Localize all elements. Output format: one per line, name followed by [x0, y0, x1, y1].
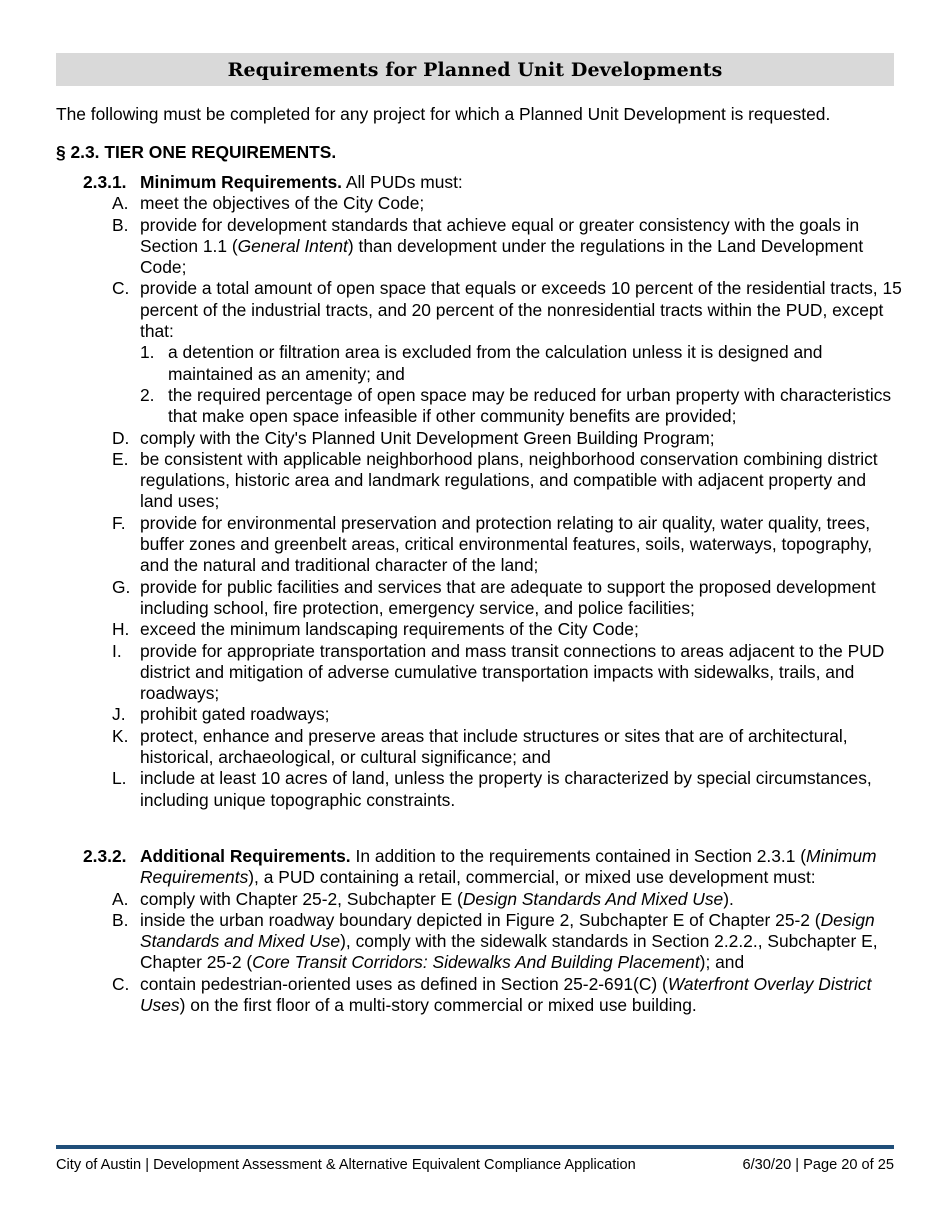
list-item-e: [56, 449, 902, 513]
subsection-lead: All PUDs must:: [345, 172, 463, 192]
subsection-title: Additional Requirements.: [140, 846, 351, 866]
item-text: comply with the City's Planned Unit Development Green Building Program;: [140, 427, 715, 448]
list-item-k: [56, 726, 902, 769]
item-text: comply with Chapter 25-2, Subchapter E (: [140, 888, 463, 909]
subitem-number: 2.: [140, 384, 155, 405]
item-letter: E.: [112, 448, 129, 469]
item-letter: B.: [112, 909, 129, 930]
subitem-text: the required percentage of open space may be reduced for urban property with characteristics that make open space infeasible if other community benefits are provided;: [168, 384, 892, 427]
subsection-title: Minimum Requirements.: [140, 172, 342, 192]
section-2-3-1: [56, 172, 902, 811]
item-text: exceed the minimum landscaping requirements of the City Code;: [140, 619, 639, 640]
item-letter: J.: [112, 704, 126, 725]
section-heading: § 2.3. TIER ONE REQUIREMENTS.: [56, 142, 337, 162]
item-letter: A.: [112, 888, 129, 909]
item-text: provide for environmental preservation and protection relating to air quality, water quality, trees, buffer zones and greenbelt areas, critical environmental features, soils, waterways, topography, and the natural and traditional character of the land;: [140, 512, 873, 576]
list-item-j: [56, 704, 902, 725]
item-text: provide a total amount of open space that equals or exceeds 10 percent of the residential tracts, 15 percent of the industrial tracts, and 20 percent of the nonresidential tracts within the PUD, except that:: [140, 278, 902, 342]
item-letter: D.: [112, 427, 130, 448]
item-text: meet the objectives of the City Code;: [140, 193, 425, 214]
subsection-lead: ), a PUD containing a retail, commercial, or mixed use development must:: [248, 867, 816, 888]
item-letter: C.: [112, 973, 130, 994]
item-letter: I.: [112, 640, 122, 661]
item-italic-reference: Design Standards And Mixed Use: [462, 888, 724, 909]
list-subitem-2: [56, 385, 902, 428]
item-text: inside the urban roadway boundary depicted in Figure 2, Subchapter E of Chapter 25-2 (: [140, 909, 821, 930]
item-letter: H.: [112, 619, 130, 640]
subsection-italic-reference: Minimum Requirements: [140, 846, 877, 888]
item-text: prohibit gated roadways;: [140, 704, 330, 725]
subsection-lead: In addition to the requirements contained in Section 2.3.1 (: [355, 846, 807, 866]
item-letter: C.: [112, 278, 130, 299]
subsection-number: 2.3.1.: [83, 172, 127, 192]
item-text: be consistent with applicable neighborhood plans, neighborhood conservation combining district regulations, historic area and landmark regulations, and compatible with adjacent property and land uses;: [140, 448, 878, 512]
list-item-l: [56, 768, 902, 811]
item-letter: K.: [112, 725, 129, 746]
item-text: provide for development standards that achieve equal or greater consistency with the goals in Section 1.1 (: [140, 214, 860, 256]
item-text: ) than development under the regulations in the Land Development Code;: [140, 235, 864, 278]
list-item-b: [56, 215, 902, 279]
subsection-heading: [56, 172, 902, 193]
item-letter: B.: [112, 214, 129, 235]
item-text: provide for public facilities and services that are adequate to support the proposed development including school, fire protection, emergency service, and police facilities;: [140, 576, 876, 618]
list-subitem-1: [56, 342, 902, 385]
footer-divider: [56, 1145, 894, 1149]
item-letter: G.: [112, 576, 131, 597]
list-item-i: [56, 641, 902, 705]
footer-page-number: 6/30/20 | Page 20 of 25: [742, 1157, 894, 1173]
list-item-h: [56, 619, 902, 640]
section-2-3-2: [56, 846, 902, 1016]
list-item-a: [56, 193, 902, 214]
item-italic-reference: Core Transit Corridors: Sidewalks And Building Placement: [252, 952, 700, 973]
title-bar: [56, 53, 894, 86]
page-title: Requirements for Planned Unit Developments: [227, 58, 723, 81]
item-letter: F.: [112, 512, 126, 533]
item-text: protect, enhance and preserve areas that include structures or sites that are of architectural, historical, archaeological, or cultural significance; and: [140, 725, 848, 768]
item-text: ).: [723, 888, 734, 909]
item-text: ); and: [699, 952, 745, 973]
subitem-text: a detention or filtration area is excluded from the calculation unless it is designed and maintained as an amenity; and: [168, 342, 823, 384]
item-text: ) on the first floor of a multi-story commercial or mixed use building.: [179, 995, 697, 1016]
list-item-f: [56, 513, 902, 577]
list-item-a: [56, 889, 902, 910]
item-italic-reference: General Intent: [237, 235, 348, 256]
item-text: contain pedestrian-oriented uses as defined in Section 25-2-691(C) (: [140, 973, 668, 994]
item-text: include at least 10 acres of land, unless the property is characterized by special circumstances, including unique topographic constraints.: [140, 768, 872, 810]
list-item-g: [56, 577, 902, 620]
item-letter: A.: [112, 193, 129, 214]
subsection-number: 2.3.2.: [83, 846, 127, 866]
item-italic-reference: Design Standards and Mixed Use: [140, 909, 875, 952]
item-text: provide for appropriate transportation and mass transit connections to areas adjacent to the PUD district and mitigation of adverse cumulative transportation impacts with sidewalks, trails, and roadways;: [140, 640, 885, 704]
subsection-heading: [56, 846, 902, 889]
intro-paragraph: The following must be completed for any project for which a Planned Unit Development is requested.: [56, 104, 831, 124]
list-item-d: [56, 428, 902, 449]
item-italic-reference: Waterfront Overlay District Uses: [140, 973, 872, 1016]
list-item-c: [56, 278, 902, 342]
list-item-c: [56, 974, 902, 1017]
item-text: ), comply with the sidewalk standards in Section 2.2.2., Subchapter E, Chapter 25-2 (: [140, 931, 878, 973]
item-letter: L.: [112, 768, 127, 789]
list-item-b: [56, 910, 902, 974]
footer-document-title: City of Austin | Development Assessment & Alternative Equivalent Compliance Application: [56, 1157, 636, 1173]
subitem-number: 1.: [140, 342, 155, 363]
